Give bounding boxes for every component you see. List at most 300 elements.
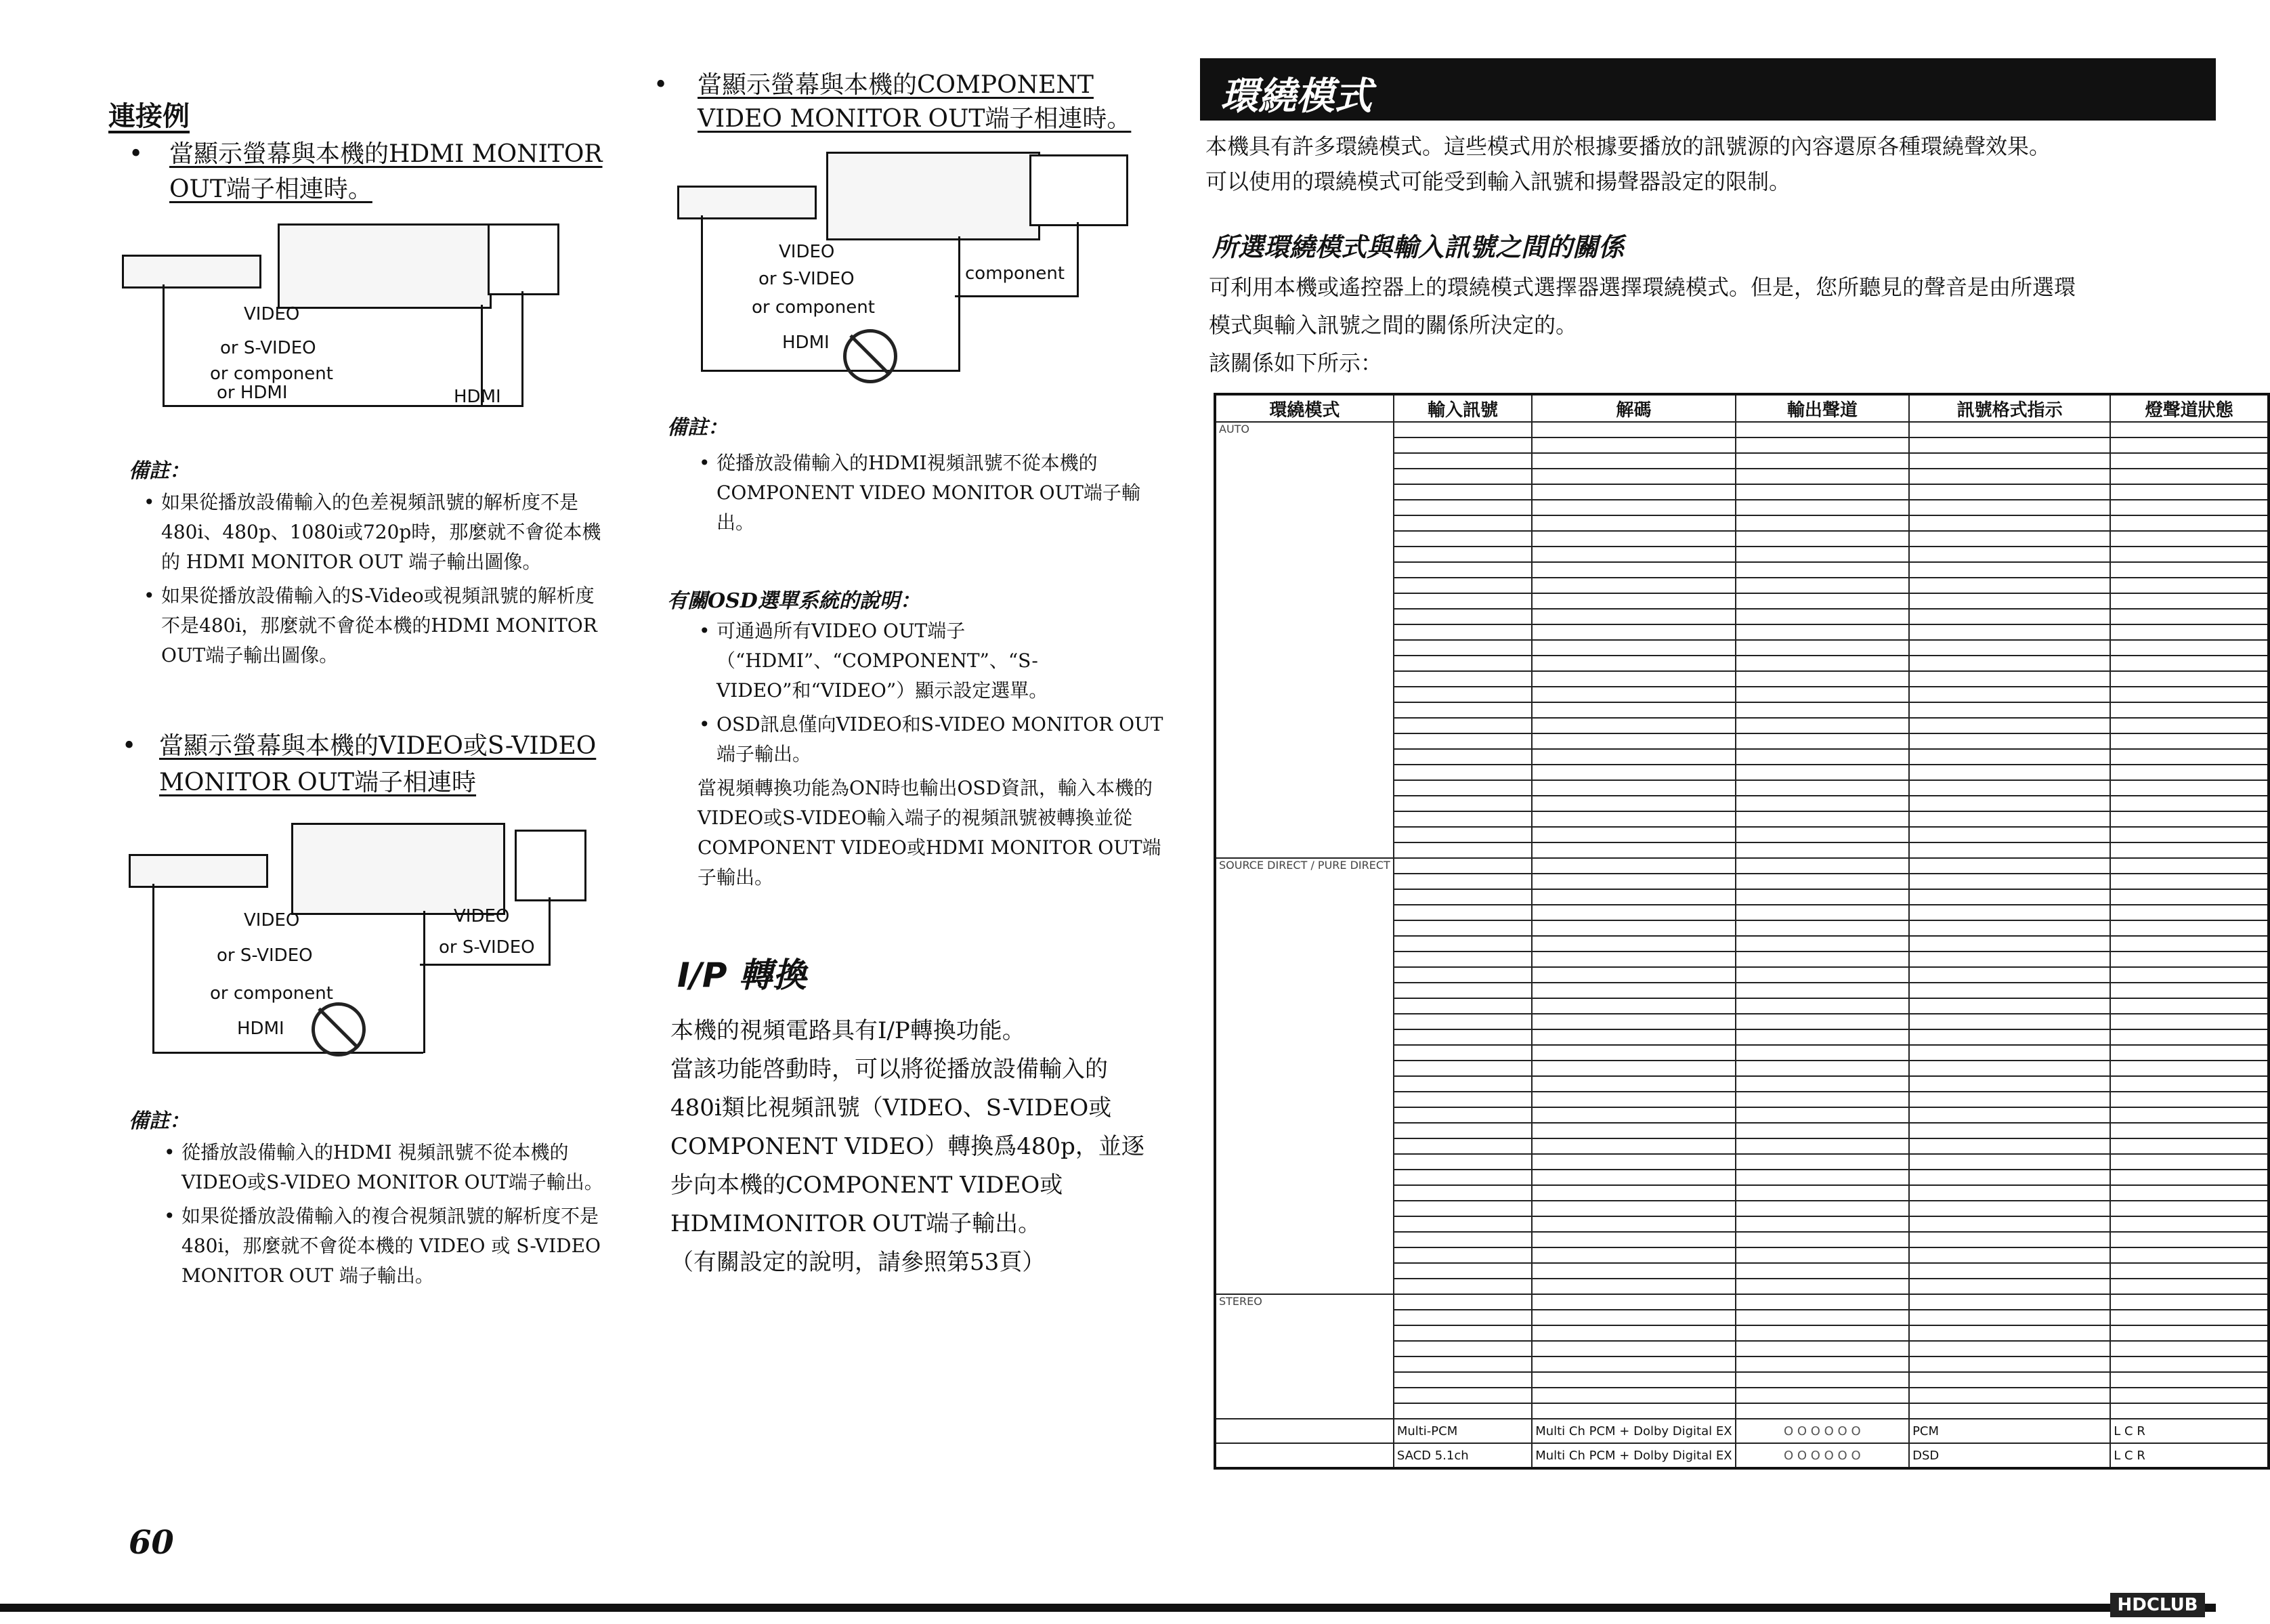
table-cell [1736, 842, 1910, 858]
table-cell [2110, 842, 2269, 858]
table-cell [2110, 733, 2269, 749]
table-cell [1532, 1341, 1735, 1356]
table-cell [1736, 687, 1910, 702]
table-cell [2110, 1372, 2269, 1388]
table-row [1215, 1294, 2269, 1310]
table-cell [2110, 671, 2269, 687]
table-cell [1909, 983, 2110, 998]
table-cell [1394, 920, 1532, 936]
video-bullet-line2: MONITOR OUT端子相連時 [159, 769, 477, 796]
table-cell [1736, 624, 1910, 640]
table-cell [2110, 1014, 2269, 1029]
table-cell [1736, 811, 1910, 827]
table-cell [1532, 936, 1735, 952]
note-item: • 可通過所有VIDEO OUT端子（“HDMI”、“COMPONENT”、“S-VIDEO”和“VIDEO”）顯示設定選單。 [716, 616, 1172, 706]
table-cell [1736, 1045, 1910, 1061]
table-cell [1909, 733, 2110, 749]
table-cell [1532, 609, 1735, 624]
table-cell [1532, 1263, 1735, 1279]
header-mode: 環繞模式 [1215, 394, 1394, 422]
table-cell [2110, 1247, 2269, 1263]
table-cell [2110, 609, 2269, 624]
table-cell [1394, 687, 1532, 702]
table-cell [1394, 1294, 1532, 1310]
table-cell [1736, 1279, 1910, 1294]
table-cell [1394, 656, 1532, 671]
table-cell [1532, 500, 1735, 515]
table-cell [1736, 547, 1910, 562]
table-cell [1736, 1185, 1910, 1201]
mode-group-cell: STEREO [1215, 1294, 1394, 1419]
table-cell [1532, 1185, 1735, 1201]
table-cell [1909, 858, 2110, 874]
table-cell [1736, 562, 1910, 578]
table-cell [1532, 889, 1735, 905]
table-cell [1394, 1310, 1532, 1325]
table-cell [1532, 1403, 1735, 1419]
header-signal: 訊號格式指示 [1909, 394, 2110, 422]
table-cell [1736, 1388, 1910, 1403]
table-cell [1736, 967, 1910, 983]
table-cell [1909, 920, 2110, 936]
table-cell [1532, 1014, 1735, 1029]
mode-group-cell: SOURCE DIRECT / PURE DIRECT [1215, 858, 1394, 1294]
diagram-label: or S-VIDEO [220, 338, 316, 358]
subheading: 所選環繞模式與輸入訊號之間的關係 [1212, 232, 1625, 262]
table-cell [1736, 1325, 1910, 1341]
table-cell [1736, 515, 1910, 531]
table-cell [1909, 656, 2110, 671]
diagram-label: VIDEO [454, 906, 510, 926]
table-cell [1394, 1247, 1532, 1263]
table-cell [2110, 983, 2269, 998]
table-cell [1532, 733, 1735, 749]
diagram-label: or S-VIDEO [439, 937, 535, 958]
body-line: 該關係如下所示： [1209, 350, 1383, 376]
table-cell [1736, 1247, 1910, 1263]
table-cell: L C R [2110, 1419, 2269, 1443]
table-cell [2110, 1170, 2269, 1185]
table-cell [1394, 1325, 1532, 1341]
bullet-dot: • [129, 140, 144, 168]
table-cell [1394, 562, 1532, 578]
table-cell [1736, 1138, 1910, 1154]
table-cell [1532, 671, 1735, 687]
header-output: 輸出聲道 [1736, 394, 1910, 422]
diagram-label: or S-VIDEO [758, 269, 855, 289]
table-cell [1909, 718, 2110, 733]
table-cell [1909, 469, 2110, 484]
table-cell [1394, 1123, 1532, 1138]
table-cell [1394, 1356, 1532, 1372]
hdmi-bullet-line2: OUT端子相連時。 [169, 175, 372, 203]
table-cell [1736, 905, 1910, 920]
table-cell [2110, 656, 2269, 671]
diagram-label: HDMI [237, 1019, 284, 1039]
table-cell [1736, 983, 1910, 998]
table-cell [1532, 593, 1735, 609]
table-cell: Multi Ch PCM + Dolby Digital EX [1532, 1443, 1735, 1468]
table-cell [1394, 1154, 1532, 1170]
ip-body [670, 1012, 1172, 1282]
table-cell [1394, 936, 1532, 952]
table-cell [1909, 500, 2110, 515]
ip-line: 480i類比視頻訊號（VIDEO、S-VIDEO或 [670, 1094, 1112, 1121]
table-cell [1532, 1247, 1735, 1263]
table-cell [1532, 967, 1735, 983]
table-cell [1394, 1029, 1532, 1045]
note-item: • 從播放設備輸入的HDMI 視頻訊號不從本機的VIDEO或S-VIDEO MONITOR OUT端子輸出。 [181, 1138, 609, 1197]
table-cell [1532, 437, 1735, 453]
table-cell [1736, 796, 1910, 811]
table-cell [1394, 733, 1532, 749]
osd-notes [698, 616, 1172, 893]
table-row [1215, 422, 2269, 437]
player-device-icon [129, 854, 268, 888]
table-cell [1909, 796, 2110, 811]
table-cell [1394, 874, 1532, 889]
table-cell [1736, 531, 1910, 547]
table-cell [2110, 936, 2269, 952]
footer-rule [0, 1604, 2216, 1612]
table-cell [1532, 1325, 1735, 1341]
table-cell [1532, 1092, 1735, 1107]
table-cell [2110, 1076, 2269, 1092]
table-cell [1394, 983, 1532, 998]
table-cell [1532, 640, 1735, 656]
table-cell [1532, 796, 1735, 811]
table-cell [1394, 796, 1532, 811]
table-cell [1736, 1310, 1910, 1325]
table-cell [1909, 1076, 2110, 1092]
diagram-label: or component [210, 983, 333, 1004]
table-cell [1532, 920, 1735, 936]
table-cell [1909, 624, 2110, 640]
note-item: • 如果從播放設備輸入的色差視頻訊號的解析度不是480i、480p、1080i或720p時，那麼就不會從本機的 HDMI MONITOR OUT 端子輸出圖像。 [161, 488, 609, 577]
table-cell [1909, 967, 2110, 983]
table-cell [1909, 1356, 2110, 1372]
mode-group-cell: AUTO [1215, 422, 1394, 858]
table-cell [1909, 1154, 2110, 1170]
ip-line: HDMIMONITOR OUT端子輸出。 [670, 1210, 1042, 1237]
table-cell [1736, 656, 1910, 671]
table-cell [1909, 422, 2110, 437]
table-cell [1909, 1232, 2110, 1247]
table-cell [1394, 905, 1532, 920]
table-cell [1909, 874, 2110, 889]
table-cell [1532, 1123, 1735, 1138]
table-cell [2110, 562, 2269, 578]
table-cell [1909, 484, 2110, 500]
table-cell [1736, 500, 1910, 515]
table-cell [1532, 1045, 1735, 1061]
table-cell [2110, 1045, 2269, 1061]
ip-line: 步向本機的COMPONENT VIDEO或 [670, 1172, 1063, 1199]
table-cell [1909, 952, 2110, 967]
table-cell [2110, 889, 2269, 905]
table-cell [1394, 578, 1532, 593]
table-cell [1909, 780, 2110, 796]
table-cell [2110, 952, 2269, 967]
table-cell [1736, 920, 1910, 936]
table-cell [1394, 1107, 1532, 1123]
table-cell [2110, 1201, 2269, 1216]
table-cell [1532, 484, 1735, 500]
diagram-label: VIDEO [244, 304, 300, 324]
diagram-label: or component [752, 297, 875, 318]
table-cell [2110, 1403, 2269, 1419]
table-row [1215, 1443, 2269, 1468]
table-cell [1909, 1388, 2110, 1403]
table-cell [1909, 1107, 2110, 1123]
table-cell [2110, 640, 2269, 656]
table-cell [1736, 718, 1910, 733]
table-cell [1394, 749, 1532, 765]
table-cell [1532, 905, 1735, 920]
monitor-icon [488, 223, 559, 295]
table-cell [2110, 531, 2269, 547]
notes-block-3 [698, 448, 1172, 542]
table-cell [1736, 874, 1910, 889]
table-cell [1532, 1294, 1735, 1310]
connection-diagram-hdmi [108, 217, 555, 420]
table-cell [2110, 905, 2269, 920]
bullet-dot: • [654, 71, 668, 99]
monitor-icon [1029, 154, 1128, 226]
table-cell [2110, 811, 2269, 827]
table-cell [2110, 547, 2269, 562]
table-cell [1736, 952, 1910, 967]
table-cell [1736, 578, 1910, 593]
table-cell [2110, 687, 2269, 702]
diagram-label: VIDEO [244, 910, 300, 931]
table-cell [2110, 1325, 2269, 1341]
table-cell [1394, 1341, 1532, 1356]
table-cell [2110, 1185, 2269, 1201]
table-cell [1394, 1138, 1532, 1154]
osd-title: 有關OSD選單系統的說明： [667, 589, 920, 613]
table-cell [1394, 1092, 1532, 1107]
table-cell [1532, 515, 1735, 531]
prohibited-icon [843, 329, 897, 383]
table-cell [1909, 437, 2110, 453]
surround-mode-table-wrapper [1214, 393, 2233, 1463]
table-cell [1532, 1388, 1735, 1403]
table-cell [1532, 1310, 1735, 1325]
table-cell [2110, 1061, 2269, 1076]
body-line: 模式與輸入訊號之間的關係所決定的。 [1209, 312, 1578, 338]
note-item: • 如果從播放設備輸入的複合視頻訊號的解析度不是 480i，那麼就不會從本機的 VIDEO 或 S-VIDEO MONITOR OUT 端子輸出。 [181, 1201, 609, 1291]
table-cell [1532, 1216, 1735, 1232]
table-cell [1394, 780, 1532, 796]
table-cell [1736, 749, 1910, 765]
section-title: 連接例 [108, 100, 190, 132]
table-cell [2110, 1216, 2269, 1232]
intro-line: 本機具有許多環繞模式。這些模式用於根據要播放的訊號源的內容還原各種環繞聲效果。 [1205, 133, 2051, 159]
table-cell [1394, 1014, 1532, 1029]
table-cell [1394, 702, 1532, 718]
table-cell [1909, 765, 2110, 780]
surround-mode-table [1214, 393, 2270, 1470]
connection-diagram-video [115, 816, 589, 1060]
receiver-icon [826, 152, 1040, 240]
table-cell [1532, 702, 1735, 718]
monitor-icon [515, 830, 586, 901]
table-cell [1909, 671, 2110, 687]
table-cell [2110, 827, 2269, 842]
table-cell [1909, 1310, 2110, 1325]
intro-text [1205, 129, 2208, 199]
table-cell [1736, 640, 1910, 656]
table-cell [1909, 749, 2110, 765]
table-cell [1394, 842, 1532, 858]
table-cell [2110, 453, 2269, 469]
table-cell [1532, 1279, 1735, 1294]
table-cell [1909, 1372, 2110, 1388]
table-cell [1394, 1216, 1532, 1232]
table-cell [1736, 1263, 1910, 1279]
table-cell [1909, 1014, 2110, 1029]
table-cell [1736, 827, 1910, 842]
receiver-icon [291, 823, 505, 915]
table-cell [1736, 437, 1910, 453]
table-cell [1909, 998, 2110, 1014]
table-cell [1909, 1029, 2110, 1045]
table-cell [1394, 531, 1532, 547]
table-cell [1532, 1356, 1735, 1372]
table-cell [1532, 1076, 1735, 1092]
table-cell [1394, 1045, 1532, 1061]
table-cell [2110, 1138, 2269, 1154]
table-cell [1394, 547, 1532, 562]
table-cell [1736, 936, 1910, 952]
table-cell [1394, 1279, 1532, 1294]
table-cell [1532, 998, 1735, 1014]
table-cell [2110, 500, 2269, 515]
player-device-icon [677, 186, 817, 219]
table-cell [2110, 1107, 2269, 1123]
table-cell [1532, 1170, 1735, 1185]
osd-extra: 當視頻轉換功能為ON時也輸出OSD資訊，輸入本機的VIDEO或S-VIDEO輸入端子的視頻訊號被轉換並從COMPONENT VIDEO或HDMI MONITOR OUT端子輸出。 [698, 777, 1161, 889]
diagram-label: or HDMI [217, 383, 288, 403]
ip-title: I/P 轉換 [677, 956, 807, 995]
table-cell [2110, 1279, 2269, 1294]
table-cell [1736, 671, 1910, 687]
table-cell [2110, 1029, 2269, 1045]
table-cell [1736, 1076, 1910, 1092]
diagram-label: HDMI [454, 387, 501, 407]
table-cell [1736, 1123, 1910, 1138]
table-cell [2110, 967, 2269, 983]
table-cell [1736, 1216, 1910, 1232]
table-cell [1532, 858, 1735, 874]
table-cell [1532, 874, 1735, 889]
table-cell [2110, 1356, 2269, 1372]
bullet-dot: • [122, 732, 137, 760]
table-cell [1532, 811, 1735, 827]
table-cell: Multi Ch PCM + Dolby Digital EX [1532, 1419, 1735, 1443]
table-cell [1736, 1107, 1910, 1123]
table-cell [1215, 1419, 1394, 1443]
table-cell [1532, 578, 1735, 593]
table-cell [1394, 1201, 1532, 1216]
table-cell [2110, 1341, 2269, 1356]
table-cell [1909, 593, 2110, 609]
table-cell [1394, 858, 1532, 874]
table-cell [1394, 484, 1532, 500]
table-cell [1736, 889, 1910, 905]
table-cell [2110, 765, 2269, 780]
table-cell [1736, 609, 1910, 624]
section-banner [1200, 58, 2216, 121]
hdmi-bullet-line1: 當顯示螢幕與本機的HDMI MONITOR [169, 140, 603, 168]
table-cell [1532, 765, 1735, 780]
table-cell [1532, 1107, 1735, 1123]
page-number: 60 [129, 1524, 174, 1562]
table-cell [1394, 453, 1532, 469]
table-cell [1394, 1372, 1532, 1388]
table-cell: DSD [1909, 1443, 2110, 1468]
table-cell [1736, 765, 1910, 780]
note-title: 備註： [667, 416, 728, 440]
table-cell [1736, 1092, 1910, 1107]
table-cell [1394, 1076, 1532, 1092]
table-cell [1736, 1403, 1910, 1419]
table-cell [1532, 453, 1735, 469]
table-cell [1394, 1232, 1532, 1247]
table-cell [1736, 1014, 1910, 1029]
component-bullet-line1: 當顯示螢幕與本機的COMPONENT [698, 71, 1094, 99]
table-cell [1736, 1232, 1910, 1247]
table-cell [1532, 718, 1735, 733]
table-cell [1394, 998, 1532, 1014]
table-cell [1736, 1294, 1910, 1310]
table-cell [1532, 983, 1735, 998]
table-cell [1532, 687, 1735, 702]
table-cell [1909, 842, 2110, 858]
table-cell [1736, 469, 1910, 484]
table-cell [2110, 874, 2269, 889]
table-cell [1909, 609, 2110, 624]
table-cell [1736, 1154, 1910, 1170]
table-cell [1394, 967, 1532, 983]
diagram-label: or S-VIDEO [217, 945, 313, 966]
table-cell [2110, 718, 2269, 733]
table-cell [1909, 1092, 2110, 1107]
table-cell [2110, 469, 2269, 484]
table-cell [1909, 827, 2110, 842]
table-cell: PCM [1909, 1419, 2110, 1443]
table-cell [1215, 1443, 1394, 1468]
table-cell: SACD 5.1ch [1394, 1443, 1532, 1468]
note-title: 備註： [129, 459, 190, 483]
table-cell [1532, 1138, 1735, 1154]
table-cell [1394, 952, 1532, 967]
table-cell [1909, 1138, 2110, 1154]
table-cell: O O O O O O [1736, 1419, 1910, 1443]
table-cell [2110, 515, 2269, 531]
ip-line: 本機的視頻電路具有I/P轉換功能。 [670, 1017, 1025, 1044]
table-cell [1736, 1356, 1910, 1372]
ip-line: 當該功能啓動時，可以將從播放設備輸入的 [670, 1056, 1108, 1083]
table-cell [1909, 1185, 2110, 1201]
table-cell [1736, 702, 1910, 718]
note-item: • 如果從播放設備輸入的S-Video或視頻訊號的解析度不是480i，那麼就不會從本機的HDMI MONITOR OUT端子輸出圖像。 [161, 581, 609, 670]
table-cell [1532, 1154, 1735, 1170]
table-cell [2110, 437, 2269, 453]
ip-line: （有關設定的說明，請參照第53頁） [670, 1249, 1046, 1276]
table-row [1215, 1419, 2269, 1443]
